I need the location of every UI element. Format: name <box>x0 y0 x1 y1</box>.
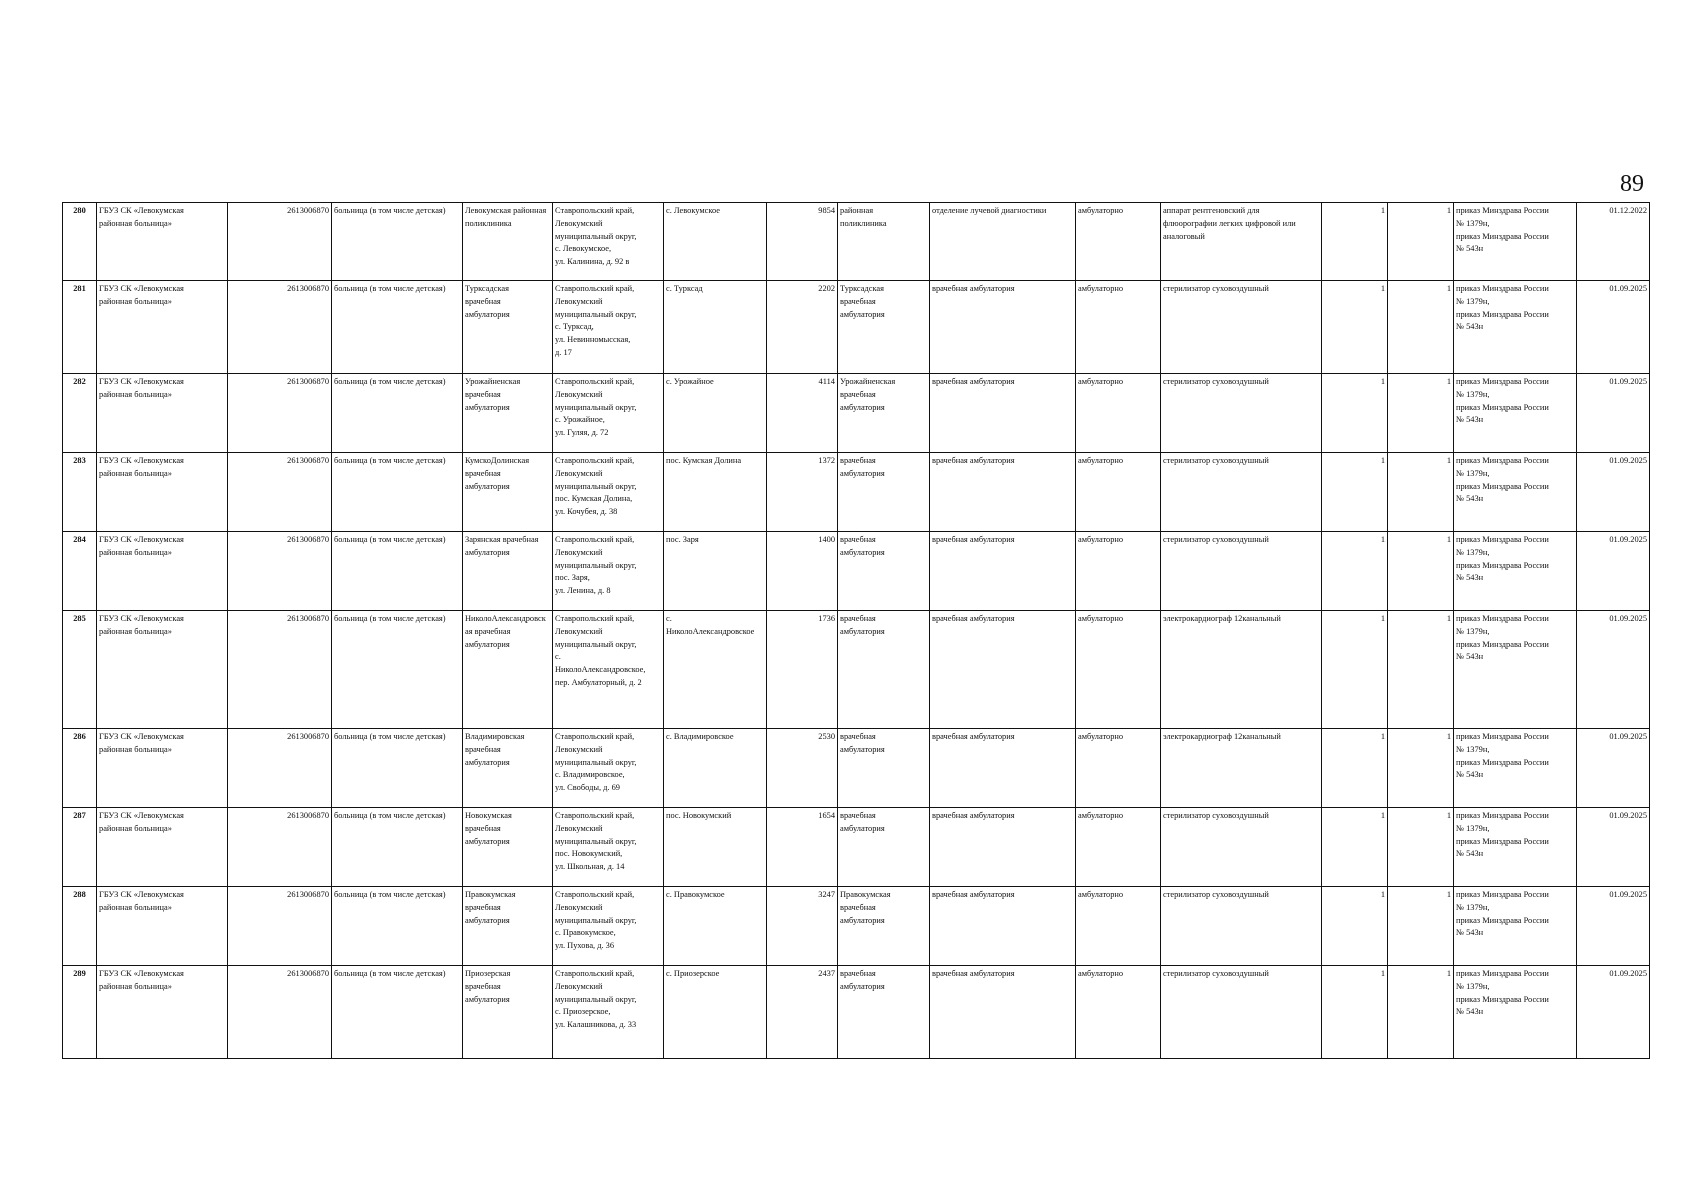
organization-type-cell: больница (в том числе детская) <box>332 611 463 729</box>
population-cell: 9854 <box>767 203 838 281</box>
quantity-required-cell: 1 <box>1322 966 1388 1059</box>
date-cell: 01.09.2025 <box>1577 966 1650 1059</box>
settlement-cell: с. Приозерское <box>664 966 767 1059</box>
care-mode-cell: амбулаторно <box>1076 374 1161 453</box>
row-number: 288 <box>63 887 97 966</box>
quantity-required-cell: 1 <box>1322 453 1388 532</box>
table-row <box>63 808 1650 887</box>
organization-cell: ГБУЗ СК «Левокумская районная больница» <box>97 729 228 808</box>
organization-type-cell: больница (в том числе детская) <box>332 808 463 887</box>
equipment-cell: электрокардиограф 12канальный <box>1161 729 1322 808</box>
organization-cell: ГБУЗ СК «Левокумская районная больница» <box>97 532 228 611</box>
organization-type-cell: больница (в том числе детская) <box>332 729 463 808</box>
organization-cell: ГБУЗ СК «Левокумская районная больница» <box>97 281 228 374</box>
facility-type-cell: врачебная амбулатория <box>838 808 930 887</box>
table-row <box>63 729 1650 808</box>
address-cell: Ставропольский край, Левокумский муниципальный округ, пос. Заря, ул. Ленина, д. 8 <box>553 532 664 611</box>
settlement-cell: с. Урожайное <box>664 374 767 453</box>
unit-name-cell: Урожайненская врачебная амбулатория <box>463 374 553 453</box>
facility-type-cell: врачебная амбулатория <box>838 729 930 808</box>
population-cell: 1400 <box>767 532 838 611</box>
department-cell: врачебная амбулатория <box>930 374 1076 453</box>
table-row <box>63 966 1650 1059</box>
quantity-required-cell: 1 <box>1322 729 1388 808</box>
organization-cell: ГБУЗ СК «Левокумская районная больница» <box>97 611 228 729</box>
organization-cell: ГБУЗ СК «Левокумская районная больница» <box>97 887 228 966</box>
equipment-cell: стерилизатор суховоздушный <box>1161 966 1322 1059</box>
equipment-cell: аппарат рентгеновский для флюорографии легких цифровой или аналоговый <box>1161 203 1322 281</box>
inn-cell: 2613006870 <box>228 532 332 611</box>
equipment-cell: стерилизатор суховоздушный <box>1161 453 1322 532</box>
equipment-cell: электрокардиограф 12канальный <box>1161 611 1322 729</box>
row-number: 284 <box>63 532 97 611</box>
quantity-required-cell: 1 <box>1322 887 1388 966</box>
inn-cell: 2613006870 <box>228 729 332 808</box>
equipment-cell: стерилизатор суховоздушный <box>1161 374 1322 453</box>
department-cell: врачебная амбулатория <box>930 453 1076 532</box>
quantity-planned-cell: 1 <box>1388 808 1454 887</box>
legal-basis-cell: приказ Минздрава России № 1379н, приказ Минздрава России № 543н <box>1454 374 1577 453</box>
legal-basis-cell: приказ Минздрава России № 1379н, приказ Минздрава России № 543н <box>1454 203 1577 281</box>
quantity-required-cell: 1 <box>1322 203 1388 281</box>
care-mode-cell: амбулаторно <box>1076 887 1161 966</box>
row-number: 287 <box>63 808 97 887</box>
quantity-planned-cell: 1 <box>1388 532 1454 611</box>
care-mode-cell: амбулаторно <box>1076 532 1161 611</box>
quantity-planned-cell: 1 <box>1388 453 1454 532</box>
unit-name-cell: Новокумская врачебная амбулатория <box>463 808 553 887</box>
quantity-planned-cell: 1 <box>1388 966 1454 1059</box>
date-cell: 01.12.2022 <box>1577 203 1650 281</box>
date-cell: 01.09.2025 <box>1577 611 1650 729</box>
table-row <box>63 453 1650 532</box>
unit-name-cell: Левокумская районная поликлиника <box>463 203 553 281</box>
inn-cell: 2613006870 <box>228 203 332 281</box>
quantity-required-cell: 1 <box>1322 374 1388 453</box>
care-mode-cell: амбулаторно <box>1076 966 1161 1059</box>
population-cell: 1372 <box>767 453 838 532</box>
department-cell: отделение лучевой диагностики <box>930 203 1076 281</box>
equipment-cell: стерилизатор суховоздушный <box>1161 887 1322 966</box>
settlement-cell: с. Владимировское <box>664 729 767 808</box>
equipment-cell: стерилизатор суховоздушный <box>1161 281 1322 374</box>
population-cell: 2437 <box>767 966 838 1059</box>
row-number: 285 <box>63 611 97 729</box>
settlement-cell: пос. Кумская Долина <box>664 453 767 532</box>
legal-basis-cell: приказ Минздрава России № 1379н, приказ Минздрава России № 543н <box>1454 611 1577 729</box>
quantity-planned-cell: 1 <box>1388 887 1454 966</box>
legal-basis-cell: приказ Минздрава России № 1379н, приказ Минздрава России № 543н <box>1454 966 1577 1059</box>
facility-type-cell: Турксадская врачебная амбулатория <box>838 281 930 374</box>
department-cell: врачебная амбулатория <box>930 887 1076 966</box>
quantity-planned-cell: 1 <box>1388 203 1454 281</box>
address-cell: Ставропольский край, Левокумский муниципальный округ, пос. Новокумский, ул. Школьная, д. 14 <box>553 808 664 887</box>
facility-type-cell: врачебная амбулатория <box>838 532 930 611</box>
department-cell: врачебная амбулатория <box>930 611 1076 729</box>
address-cell: Ставропольский край, Левокумский муниципальный округ, пос. Кумская Долина, ул. Кочубея, д. 38 <box>553 453 664 532</box>
care-mode-cell: амбулаторно <box>1076 808 1161 887</box>
organization-cell: ГБУЗ СК «Левокумская районная больница» <box>97 374 228 453</box>
organization-type-cell: больница (в том числе детская) <box>332 966 463 1059</box>
population-cell: 1654 <box>767 808 838 887</box>
organization-type-cell: больница (в том числе детская) <box>332 281 463 374</box>
unit-name-cell: Турксадская врачебная амбулатория <box>463 281 553 374</box>
date-cell: 01.09.2025 <box>1577 374 1650 453</box>
department-cell: врачебная амбулатория <box>930 808 1076 887</box>
inn-cell: 2613006870 <box>228 611 332 729</box>
population-cell: 3247 <box>767 887 838 966</box>
organization-type-cell: больница (в том числе детская) <box>332 887 463 966</box>
table-row <box>63 374 1650 453</box>
care-mode-cell: амбулаторно <box>1076 203 1161 281</box>
facility-type-cell: Урожайненская врачебная амбулатория <box>838 374 930 453</box>
unit-name-cell: КумскоДолинская врачебная амбулатория <box>463 453 553 532</box>
facility-type-cell: врачебная амбулатория <box>838 453 930 532</box>
equipment-cell: стерилизатор суховоздушный <box>1161 532 1322 611</box>
equipment-registry-table <box>62 202 1650 1059</box>
settlement-cell: с. Турксад <box>664 281 767 374</box>
department-cell: врачебная амбулатория <box>930 729 1076 808</box>
legal-basis-cell: приказ Минздрава России № 1379н, приказ Минздрава России № 543н <box>1454 887 1577 966</box>
inn-cell: 2613006870 <box>228 281 332 374</box>
care-mode-cell: амбулаторно <box>1076 611 1161 729</box>
organization-type-cell: больница (в том числе детская) <box>332 203 463 281</box>
address-cell: Ставропольский край, Левокумский муниципальный округ, с. Владимировское, ул. Свободы, д. 69 <box>553 729 664 808</box>
table-row <box>63 203 1650 281</box>
row-number: 289 <box>63 966 97 1059</box>
table-row <box>63 532 1650 611</box>
row-number: 281 <box>63 281 97 374</box>
date-cell: 01.09.2025 <box>1577 729 1650 808</box>
address-cell: Ставропольский край, Левокумский муниципальный округ, с. Приозерское, ул. Калашникова, д. 33 <box>553 966 664 1059</box>
settlement-cell: с. НиколоАлександровское <box>664 611 767 729</box>
unit-name-cell: Владимировская врачебная амбулатория <box>463 729 553 808</box>
quantity-planned-cell: 1 <box>1388 374 1454 453</box>
legal-basis-cell: приказ Минздрава России № 1379н, приказ Минздрава России № 543н <box>1454 453 1577 532</box>
inn-cell: 2613006870 <box>228 887 332 966</box>
table-row <box>63 887 1650 966</box>
address-cell: Ставропольский край, Левокумский муниципальный округ, с. Урожайное, ул. Гуляя, д. 72 <box>553 374 664 453</box>
organization-cell: ГБУЗ СК «Левокумская районная больница» <box>97 966 228 1059</box>
date-cell: 01.09.2025 <box>1577 887 1650 966</box>
facility-type-cell: Правокумская врачебная амбулатория <box>838 887 930 966</box>
date-cell: 01.09.2025 <box>1577 532 1650 611</box>
quantity-required-cell: 1 <box>1322 808 1388 887</box>
department-cell: врачебная амбулатория <box>930 281 1076 374</box>
department-cell: врачебная амбулатория <box>930 532 1076 611</box>
organization-cell: ГБУЗ СК «Левокумская районная больница» <box>97 203 228 281</box>
settlement-cell: с. Правокумское <box>664 887 767 966</box>
date-cell: 01.09.2025 <box>1577 808 1650 887</box>
address-cell: Ставропольский край, Левокумский муниципальный округ, с. Правокумское, ул. Пухова, д. 36 <box>553 887 664 966</box>
quantity-required-cell: 1 <box>1322 611 1388 729</box>
quantity-planned-cell: 1 <box>1388 281 1454 374</box>
unit-name-cell: Правокумская врачебная амбулатория <box>463 887 553 966</box>
quantity-required-cell: 1 <box>1322 532 1388 611</box>
table-row <box>63 611 1650 729</box>
quantity-planned-cell: 1 <box>1388 729 1454 808</box>
date-cell: 01.09.2025 <box>1577 453 1650 532</box>
population-cell: 2202 <box>767 281 838 374</box>
row-number: 282 <box>63 374 97 453</box>
legal-basis-cell: приказ Минздрава России № 1379н, приказ Минздрава России № 543н <box>1454 281 1577 374</box>
row-number: 286 <box>63 729 97 808</box>
care-mode-cell: амбулаторно <box>1076 729 1161 808</box>
organization-cell: ГБУЗ СК «Левокумская районная больница» <box>97 453 228 532</box>
date-cell: 01.09.2025 <box>1577 281 1650 374</box>
page-number: 89 <box>1620 171 1644 197</box>
inn-cell: 2613006870 <box>228 966 332 1059</box>
organization-type-cell: больница (в том числе детская) <box>332 453 463 532</box>
population-cell: 1736 <box>767 611 838 729</box>
organization-type-cell: больница (в том числе детская) <box>332 374 463 453</box>
population-cell: 2530 <box>767 729 838 808</box>
care-mode-cell: амбулаторно <box>1076 453 1161 532</box>
address-cell: Ставропольский край, Левокумский муниципальный округ, с. Левокумское, ул. Калинина, д. 92 в <box>553 203 664 281</box>
population-cell: 4114 <box>767 374 838 453</box>
organization-cell: ГБУЗ СК «Левокумская районная больница» <box>97 808 228 887</box>
facility-type-cell: врачебная амбулатория <box>838 966 930 1059</box>
legal-basis-cell: приказ Минздрава России № 1379н, приказ Минздрава России № 543н <box>1454 532 1577 611</box>
care-mode-cell: амбулаторно <box>1076 281 1161 374</box>
table-row <box>63 281 1650 374</box>
inn-cell: 2613006870 <box>228 374 332 453</box>
settlement-cell: пос. Новокумский <box>664 808 767 887</box>
row-number: 283 <box>63 453 97 532</box>
settlement-cell: с. Левокумское <box>664 203 767 281</box>
unit-name-cell: Приозерская врачебная амбулатория <box>463 966 553 1059</box>
inn-cell: 2613006870 <box>228 808 332 887</box>
row-number: 280 <box>63 203 97 281</box>
unit-name-cell: НиколоАлександровск ая врачебная амбулатория <box>463 611 553 729</box>
inn-cell: 2613006870 <box>228 453 332 532</box>
address-cell: Ставропольский край, Левокумский муниципальный округ, с. НиколоАлександровское, пер. Амбулаторный, д. 2 <box>553 611 664 729</box>
legal-basis-cell: приказ Минздрава России № 1379н, приказ Минздрава России № 543н <box>1454 729 1577 808</box>
department-cell: врачебная амбулатория <box>930 966 1076 1059</box>
quantity-required-cell: 1 <box>1322 281 1388 374</box>
facility-type-cell: врачебная амбулатория <box>838 611 930 729</box>
legal-basis-cell: приказ Минздрава России № 1379н, приказ Минздрава России № 543н <box>1454 808 1577 887</box>
organization-type-cell: больница (в том числе детская) <box>332 532 463 611</box>
quantity-planned-cell: 1 <box>1388 611 1454 729</box>
unit-name-cell: Зарянская врачебная амбулатория <box>463 532 553 611</box>
address-cell: Ставропольский край, Левокумский муниципальный округ, с. Турксад, ул. Невинномысская, д. 17 <box>553 281 664 374</box>
settlement-cell: пос. Заря <box>664 532 767 611</box>
equipment-cell: стерилизатор суховоздушный <box>1161 808 1322 887</box>
facility-type-cell: районная поликлиника <box>838 203 930 281</box>
